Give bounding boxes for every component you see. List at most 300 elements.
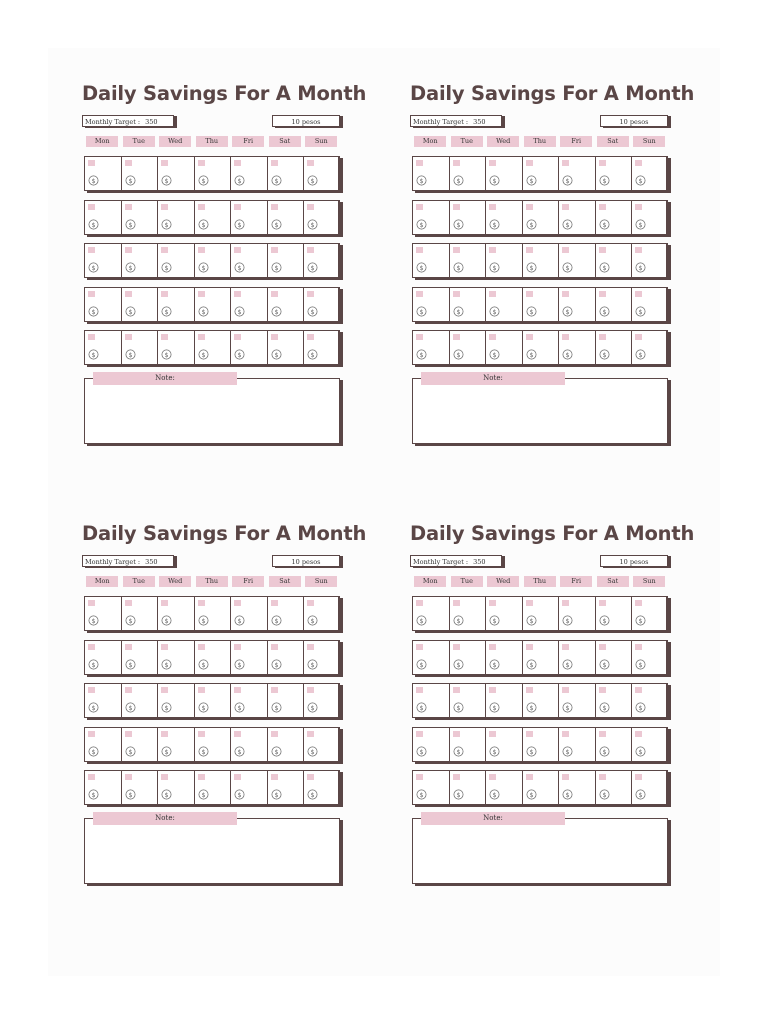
day-cell[interactable] [231, 771, 268, 804]
day-cell[interactable] [122, 201, 159, 234]
day-cell[interactable] [486, 771, 523, 804]
day-cell[interactable] [304, 157, 341, 190]
checkbox-square-icon[interactable] [489, 160, 496, 166]
day-cell[interactable] [85, 684, 122, 717]
day-cell[interactable] [195, 201, 232, 234]
day-cell[interactable] [596, 157, 633, 190]
checkbox-square-icon[interactable] [562, 600, 569, 606]
checkbox-square-icon[interactable] [489, 687, 496, 693]
checkbox-square-icon[interactable] [489, 291, 496, 297]
day-cell[interactable] [122, 728, 159, 761]
day-cell[interactable] [231, 201, 268, 234]
day-cell[interactable] [632, 597, 669, 630]
checkbox-square-icon[interactable] [453, 644, 460, 650]
checkbox-square-icon[interactable] [125, 291, 132, 297]
checkbox-square-icon[interactable] [526, 687, 533, 693]
checkbox-square-icon[interactable] [453, 334, 460, 340]
day-cell[interactable] [413, 641, 450, 674]
day-cell[interactable] [559, 201, 596, 234]
checkbox-square-icon[interactable] [562, 160, 569, 166]
checkbox-square-icon[interactable] [271, 731, 278, 737]
day-cell[interactable] [85, 771, 122, 804]
checkbox-square-icon[interactable] [526, 291, 533, 297]
checkbox-square-icon[interactable] [88, 160, 95, 166]
day-cell[interactable] [450, 331, 487, 364]
day-cell[interactable] [122, 641, 159, 674]
day-cell[interactable] [632, 771, 669, 804]
day-cell[interactable] [486, 331, 523, 364]
checkbox-square-icon[interactable] [161, 291, 168, 297]
checkbox-square-icon[interactable] [198, 247, 205, 253]
checkbox-square-icon[interactable] [88, 204, 95, 210]
checkbox-square-icon[interactable] [635, 687, 642, 693]
checkbox-square-icon[interactable] [526, 644, 533, 650]
day-cell[interactable] [268, 157, 305, 190]
day-cell[interactable] [85, 331, 122, 364]
day-cell[interactable] [85, 157, 122, 190]
day-cell[interactable] [195, 641, 232, 674]
day-cell[interactable] [413, 244, 450, 277]
checkbox-square-icon[interactable] [416, 687, 423, 693]
checkbox-square-icon[interactable] [271, 291, 278, 297]
day-cell[interactable] [158, 771, 195, 804]
day-cell[interactable] [596, 641, 633, 674]
day-cell[interactable] [231, 157, 268, 190]
day-cell[interactable] [122, 244, 159, 277]
day-cell[interactable] [268, 244, 305, 277]
checkbox-square-icon[interactable] [635, 291, 642, 297]
day-cell[interactable] [523, 331, 560, 364]
checkbox-square-icon[interactable] [599, 291, 606, 297]
day-cell[interactable] [486, 288, 523, 321]
day-cell[interactable] [195, 597, 232, 630]
dollar-coin-icon [453, 742, 464, 756]
day-cell[interactable] [85, 641, 122, 674]
day-cell[interactable] [122, 157, 159, 190]
day-header-row [412, 576, 668, 587]
checkbox-square-icon[interactable] [489, 247, 496, 253]
checkbox-square-icon[interactable] [635, 644, 642, 650]
checkbox-square-icon[interactable] [416, 291, 423, 297]
dollar-coin-icon [88, 345, 99, 359]
day-cell[interactable] [195, 771, 232, 804]
checkbox-square-icon[interactable] [271, 687, 278, 693]
checkbox-square-icon[interactable] [599, 774, 606, 780]
day-cell[interactable] [486, 201, 523, 234]
day-cell[interactable] [231, 684, 268, 717]
day-cell[interactable] [304, 641, 341, 674]
day-cell[interactable] [122, 331, 159, 364]
day-cell[interactable] [632, 641, 669, 674]
checkbox-square-icon[interactable] [453, 204, 460, 210]
day-cell[interactable] [596, 771, 633, 804]
day-header-thu: Thu [524, 576, 556, 587]
day-cell[interactable] [450, 244, 487, 277]
day-cell[interactable] [486, 641, 523, 674]
note-box[interactable] [412, 374, 668, 444]
monthly-target-field[interactable] [410, 115, 502, 127]
checkbox-square-icon[interactable] [307, 291, 314, 297]
checkbox-square-icon[interactable] [161, 204, 168, 210]
day-cell[interactable] [231, 728, 268, 761]
day-cell[interactable] [158, 244, 195, 277]
svg-text:$: $ [455, 350, 461, 359]
checkbox-square-icon[interactable] [307, 774, 314, 780]
svg-text:$: $ [455, 747, 461, 756]
checkbox-square-icon[interactable] [489, 334, 496, 340]
checkbox-square-icon[interactable] [234, 247, 241, 253]
checkbox-square-icon[interactable] [271, 334, 278, 340]
day-cell[interactable] [304, 597, 341, 630]
checkbox-square-icon[interactable] [125, 160, 132, 166]
checkbox-square-icon[interactable] [453, 291, 460, 297]
day-cell[interactable] [268, 641, 305, 674]
day-cell[interactable] [231, 331, 268, 364]
day-cell[interactable] [122, 597, 159, 630]
day-cell[interactable] [85, 728, 122, 761]
checkbox-square-icon[interactable] [453, 160, 460, 166]
day-cell[interactable] [450, 201, 487, 234]
daily-amount-field[interactable]: 10 pesos [272, 115, 340, 127]
day-cell[interactable] [268, 288, 305, 321]
checkbox-square-icon[interactable] [198, 334, 205, 340]
day-cell[interactable] [195, 728, 232, 761]
checkbox-square-icon[interactable] [635, 600, 642, 606]
day-cell[interactable] [523, 684, 560, 717]
day-cell[interactable] [122, 288, 159, 321]
checkbox-square-icon[interactable] [234, 291, 241, 297]
checkbox-square-icon[interactable] [562, 247, 569, 253]
checkbox-square-icon[interactable] [599, 644, 606, 650]
day-cell[interactable] [231, 641, 268, 674]
checkbox-square-icon[interactable] [307, 334, 314, 340]
checkbox-square-icon[interactable] [234, 160, 241, 166]
day-cell[interactable] [596, 244, 633, 277]
checkbox-square-icon[interactable] [489, 600, 496, 606]
checkbox-square-icon[interactable] [416, 204, 423, 210]
day-cell[interactable] [304, 771, 341, 804]
checkbox-square-icon[interactable] [635, 160, 642, 166]
checkbox-square-icon[interactable] [489, 204, 496, 210]
checkbox-square-icon[interactable] [416, 334, 423, 340]
note-box[interactable] [412, 814, 668, 884]
day-cell[interactable] [632, 288, 669, 321]
checkbox-square-icon[interactable] [161, 774, 168, 780]
day-cell[interactable] [596, 597, 633, 630]
checkbox-square-icon[interactable] [88, 774, 95, 780]
day-cell[interactable] [195, 288, 232, 321]
day-cell[interactable] [158, 597, 195, 630]
day-cell[interactable] [195, 157, 232, 190]
checkbox-square-icon[interactable] [526, 204, 533, 210]
day-cell[interactable] [413, 331, 450, 364]
checkbox-square-icon[interactable] [234, 731, 241, 737]
checkbox-square-icon[interactable] [88, 644, 95, 650]
day-cell[interactable] [523, 597, 560, 630]
checkbox-square-icon[interactable] [562, 334, 569, 340]
checkbox-square-icon[interactable] [489, 731, 496, 737]
checkbox-square-icon[interactable] [453, 774, 460, 780]
checkbox-square-icon[interactable] [88, 731, 95, 737]
day-cell[interactable] [450, 771, 487, 804]
checkbox-square-icon[interactable] [161, 731, 168, 737]
day-cell[interactable] [523, 157, 560, 190]
checkbox-square-icon[interactable] [416, 160, 423, 166]
monthly-target-field[interactable] [410, 555, 502, 567]
day-cell[interactable] [158, 331, 195, 364]
checkbox-square-icon[interactable] [416, 644, 423, 650]
checkbox-square-icon[interactable] [198, 731, 205, 737]
day-cell[interactable] [486, 728, 523, 761]
day-cell[interactable] [450, 157, 487, 190]
day-cell[interactable] [304, 244, 341, 277]
checkbox-square-icon[interactable] [125, 687, 132, 693]
day-cell[interactable] [304, 684, 341, 717]
daily-amount-field[interactable]: 10 pesos [600, 115, 668, 127]
day-cell[interactable] [158, 684, 195, 717]
day-cell[interactable] [486, 597, 523, 630]
day-cell[interactable] [304, 201, 341, 234]
checkbox-square-icon[interactable] [635, 334, 642, 340]
checkbox-square-icon[interactable] [307, 204, 314, 210]
checkbox-square-icon[interactable] [271, 600, 278, 606]
day-cell[interactable] [523, 244, 560, 277]
monthly-target-field[interactable] [82, 115, 174, 127]
checkbox-square-icon[interactable] [234, 204, 241, 210]
dollar-coin-icon [489, 302, 500, 316]
day-cell[interactable] [413, 597, 450, 630]
checkbox-square-icon[interactable] [307, 160, 314, 166]
checkbox-square-icon[interactable] [599, 334, 606, 340]
day-cell[interactable] [195, 684, 232, 717]
day-cell[interactable] [559, 288, 596, 321]
checkbox-square-icon[interactable] [562, 291, 569, 297]
day-cell[interactable] [559, 331, 596, 364]
day-cell[interactable] [523, 201, 560, 234]
day-cell[interactable] [632, 331, 669, 364]
day-cell[interactable] [268, 728, 305, 761]
day-cell[interactable] [158, 641, 195, 674]
day-cell[interactable] [122, 684, 159, 717]
checkbox-square-icon[interactable] [526, 600, 533, 606]
day-cell[interactable] [413, 771, 450, 804]
day-cell[interactable] [268, 597, 305, 630]
checkbox-square-icon[interactable] [562, 731, 569, 737]
day-cell[interactable] [413, 201, 450, 234]
day-cell[interactable] [559, 597, 596, 630]
checkbox-square-icon[interactable] [635, 247, 642, 253]
checkbox-square-icon[interactable] [635, 774, 642, 780]
day-cell[interactable] [85, 244, 122, 277]
checkbox-square-icon[interactable] [489, 644, 496, 650]
checkbox-square-icon[interactable] [198, 600, 205, 606]
checkbox-square-icon[interactable] [307, 600, 314, 606]
day-cell[interactable] [413, 157, 450, 190]
day-cell[interactable] [450, 684, 487, 717]
checkbox-square-icon[interactable] [453, 600, 460, 606]
checkbox-square-icon[interactable] [526, 247, 533, 253]
checkbox-square-icon[interactable] [125, 731, 132, 737]
checkbox-square-icon[interactable] [198, 774, 205, 780]
checkbox-square-icon[interactable] [562, 204, 569, 210]
checkbox-square-icon[interactable] [234, 774, 241, 780]
day-cell[interactable] [231, 288, 268, 321]
checkbox-square-icon[interactable] [307, 687, 314, 693]
day-cell[interactable] [268, 331, 305, 364]
checkbox-square-icon[interactable] [125, 644, 132, 650]
checkbox-square-icon[interactable] [125, 334, 132, 340]
day-cell[interactable] [559, 684, 596, 717]
day-cell[interactable] [231, 597, 268, 630]
checkbox-square-icon[interactable] [234, 687, 241, 693]
note-box[interactable] [84, 374, 340, 444]
day-cell[interactable] [486, 157, 523, 190]
checkbox-square-icon[interactable] [88, 334, 95, 340]
note-box[interactable] [84, 814, 340, 884]
day-cell[interactable] [486, 684, 523, 717]
day-cell[interactable] [596, 201, 633, 234]
day-cell[interactable] [158, 201, 195, 234]
checkbox-square-icon[interactable] [88, 291, 95, 297]
checkbox-square-icon[interactable] [88, 687, 95, 693]
day-cell[interactable] [268, 201, 305, 234]
day-cell[interactable] [632, 684, 669, 717]
checkbox-square-icon[interactable] [416, 247, 423, 253]
day-cell[interactable] [559, 771, 596, 804]
day-cell[interactable] [122, 771, 159, 804]
checkbox-square-icon[interactable] [271, 774, 278, 780]
day-cell[interactable] [231, 244, 268, 277]
checkbox-square-icon[interactable] [599, 204, 606, 210]
checkbox-square-icon[interactable] [599, 247, 606, 253]
checkbox-square-icon[interactable] [161, 247, 168, 253]
day-cell[interactable] [158, 728, 195, 761]
checkbox-square-icon[interactable] [161, 644, 168, 650]
daily-amount-field[interactable]: 10 pesos [272, 555, 340, 567]
day-cell[interactable] [268, 684, 305, 717]
day-cell[interactable] [195, 244, 232, 277]
checkbox-square-icon[interactable] [125, 774, 132, 780]
checkbox-square-icon[interactable] [271, 247, 278, 253]
monthly-target-field[interactable] [82, 555, 174, 567]
day-cell[interactable] [450, 597, 487, 630]
day-cell[interactable] [632, 728, 669, 761]
day-cell[interactable] [450, 728, 487, 761]
checkbox-square-icon[interactable] [125, 247, 132, 253]
checkbox-square-icon[interactable] [88, 600, 95, 606]
day-cell[interactable] [413, 684, 450, 717]
checkbox-square-icon[interactable] [271, 160, 278, 166]
day-cell[interactable] [559, 157, 596, 190]
checkbox-square-icon[interactable] [307, 731, 314, 737]
checkbox-square-icon[interactable] [234, 644, 241, 650]
day-cell[interactable] [523, 771, 560, 804]
day-cell[interactable] [632, 244, 669, 277]
checkbox-square-icon[interactable] [562, 687, 569, 693]
checkbox-square-icon[interactable] [198, 204, 205, 210]
checkbox-square-icon[interactable] [635, 731, 642, 737]
day-cell[interactable] [85, 288, 122, 321]
checkbox-square-icon[interactable] [234, 600, 241, 606]
checkbox-square-icon[interactable] [416, 600, 423, 606]
checkbox-square-icon[interactable] [125, 600, 132, 606]
checkbox-square-icon[interactable] [599, 687, 606, 693]
day-cell[interactable] [559, 244, 596, 277]
day-cell[interactable] [596, 684, 633, 717]
checkbox-square-icon[interactable] [161, 334, 168, 340]
checkbox-square-icon[interactable] [416, 731, 423, 737]
checkbox-square-icon[interactable] [271, 204, 278, 210]
day-cell[interactable] [559, 641, 596, 674]
day-cell[interactable] [304, 728, 341, 761]
day-cell[interactable] [450, 641, 487, 674]
day-cell[interactable] [413, 288, 450, 321]
day-cell[interactable] [450, 288, 487, 321]
checkbox-square-icon[interactable] [599, 160, 606, 166]
checkbox-square-icon[interactable] [635, 204, 642, 210]
day-cell[interactable] [413, 728, 450, 761]
day-cell[interactable] [523, 728, 560, 761]
checkbox-square-icon[interactable] [562, 774, 569, 780]
day-cell[interactable] [85, 597, 122, 630]
daily-amount-field[interactable]: 10 pesos [600, 555, 668, 567]
checkbox-square-icon[interactable] [234, 334, 241, 340]
day-cell[interactable] [158, 157, 195, 190]
checkbox-square-icon[interactable] [125, 204, 132, 210]
checkbox-square-icon[interactable] [489, 774, 496, 780]
day-cell[interactable] [632, 201, 669, 234]
checkbox-square-icon[interactable] [198, 644, 205, 650]
day-cell[interactable] [158, 288, 195, 321]
day-cell[interactable] [85, 201, 122, 234]
checkbox-square-icon[interactable] [453, 731, 460, 737]
checkbox-square-icon[interactable] [562, 644, 569, 650]
day-cell[interactable] [523, 641, 560, 674]
checkbox-square-icon[interactable] [526, 334, 533, 340]
day-cell[interactable] [632, 157, 669, 190]
checkbox-square-icon[interactable] [453, 247, 460, 253]
checkbox-square-icon[interactable] [198, 687, 205, 693]
checkbox-square-icon[interactable] [526, 160, 533, 166]
checkbox-square-icon[interactable] [271, 644, 278, 650]
day-cell[interactable] [523, 288, 560, 321]
day-cell[interactable] [195, 331, 232, 364]
dollar-coin-icon [88, 655, 99, 669]
day-cell[interactable] [486, 244, 523, 277]
checkbox-square-icon[interactable] [599, 731, 606, 737]
checkbox-square-icon[interactable] [307, 644, 314, 650]
day-cell[interactable] [304, 331, 341, 364]
checkbox-square-icon[interactable] [161, 687, 168, 693]
day-cell[interactable] [596, 728, 633, 761]
day-cell[interactable] [596, 331, 633, 364]
checkbox-square-icon[interactable] [161, 600, 168, 606]
checkbox-square-icon[interactable] [198, 291, 205, 297]
checkbox-square-icon[interactable] [161, 160, 168, 166]
checkbox-square-icon[interactable] [599, 600, 606, 606]
checkbox-square-icon[interactable] [526, 731, 533, 737]
checkbox-square-icon[interactable] [307, 247, 314, 253]
day-cell[interactable] [559, 728, 596, 761]
checkbox-square-icon[interactable] [453, 687, 460, 693]
day-cell[interactable] [596, 288, 633, 321]
checkbox-square-icon[interactable] [198, 160, 205, 166]
checkbox-square-icon[interactable] [526, 774, 533, 780]
day-cell[interactable] [304, 288, 341, 321]
checkbox-square-icon[interactable] [416, 774, 423, 780]
checkbox-square-icon[interactable] [88, 247, 95, 253]
day-cell[interactable] [268, 771, 305, 804]
